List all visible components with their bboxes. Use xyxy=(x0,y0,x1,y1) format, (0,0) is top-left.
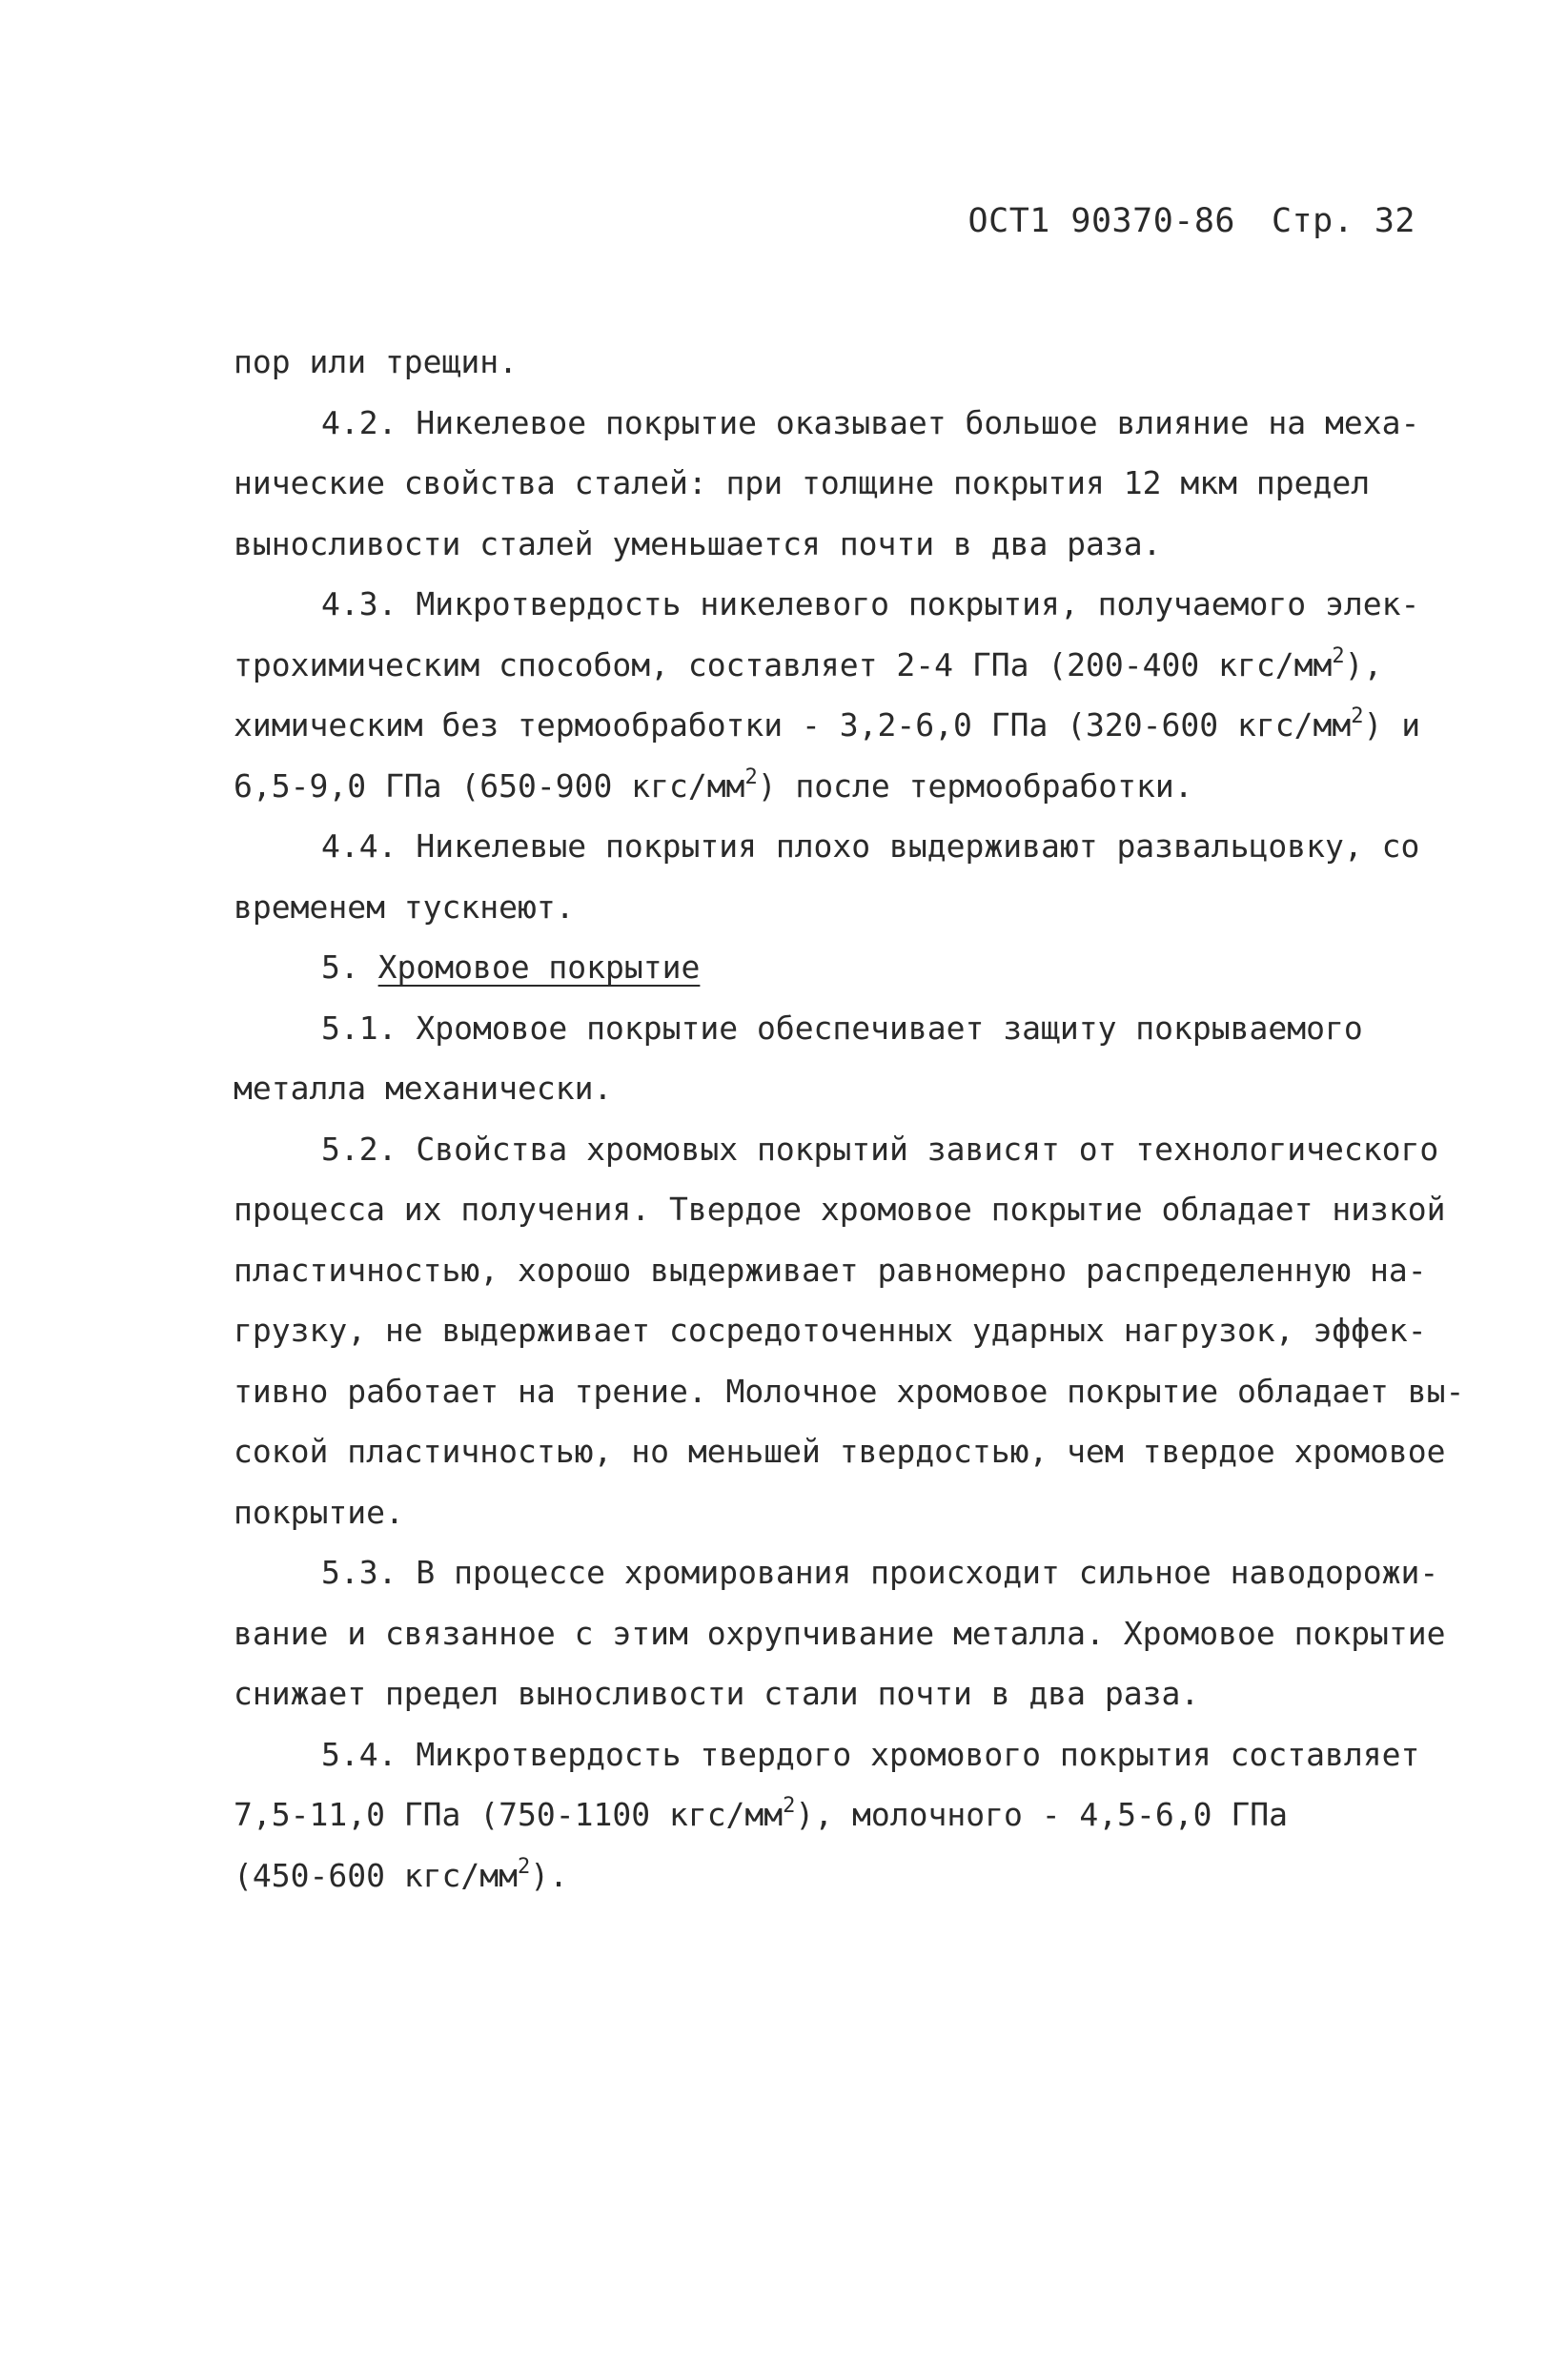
text-line: покрытие. xyxy=(234,1493,404,1531)
text-line: 7,5-11,0 ГПа (750-1100 кгс/$мм^2$), молочного - 4,5-6,0 ГПа xyxy=(234,1794,1288,1833)
text-line: тивно работает на трение. Молочное хромовое покрытие обладает вы- xyxy=(234,1372,1465,1410)
text-line: вание и связанное с этим охрупчивание металла. Хромовое покрытие xyxy=(234,1614,1446,1652)
text-line: выносливости сталей уменьшается почти в два раза. xyxy=(234,524,1162,562)
page-number: Стр. 32 xyxy=(1271,202,1415,240)
paragraph-5-3-start: 5.3. В процессе хромирования происходит сильное наводорожи- xyxy=(321,1554,1439,1591)
text-line: пластичностью, хорошо выдерживает равномерно распределенную на- xyxy=(234,1251,1427,1289)
text-line: химическим без термообработки - 3,2-6,0 ГПа (320-600 кгс/$мм^2$) и xyxy=(234,704,1421,744)
section-heading xyxy=(234,937,1444,998)
text-line: трохимическим способом, составляет 2-4 ГПа (200-400 кгс/$мм^2$), xyxy=(234,643,1383,683)
text-line: металла механически. xyxy=(234,1070,613,1107)
paragraph-5-2-start: 5.2. Свойства хромовых покрытий зависят от технологического xyxy=(321,1130,1439,1168)
superscript: 2 xyxy=(518,1854,531,1879)
text-line: грузку, не выдерживает сосредоточенных ударных нагрузок, эффек- xyxy=(234,1312,1427,1349)
text-line: процесса их получения. Твердое хромовое покрытие обладает низкой xyxy=(234,1191,1446,1228)
paragraph-4-2-start: 4.2. Никелевое покрытие оказывает большое влияние на меха- xyxy=(321,403,1420,441)
page-header xyxy=(968,202,1415,240)
text-line: (450-600 кгс/$мм^2$). xyxy=(234,1854,569,1894)
section-number: 5. xyxy=(321,948,359,986)
text-line: временем тускнеют. xyxy=(234,887,575,926)
superscript: 2 xyxy=(1351,704,1364,728)
section-title: Хромовое покрытие xyxy=(377,948,701,986)
paragraph-5-4-start: 5.4. Микротвердость твердого хромового покрытия составляет xyxy=(321,1735,1420,1773)
superscript: 2 xyxy=(1332,643,1345,668)
paragraph-4-4-start: 4.4. Никелевые покрытия плохо выдерживают развальцовку, со xyxy=(321,827,1420,865)
text-line: 6,5-9,0 ГПа (650-900 кгс/$мм^2$) после термообработки. xyxy=(234,765,1193,805)
text-line: снижает предел выносливости стали почти в два раза. xyxy=(234,1675,1200,1712)
superscript: 2 xyxy=(744,765,758,789)
text-line: сокой пластичностью, но меньшей твердостью, чем твердое хромовое xyxy=(234,1433,1446,1470)
superscript: 2 xyxy=(783,1794,796,1818)
document-body xyxy=(234,332,1465,1906)
text-line: нические свойства сталей: при толщине покрытия 12 мкм предел xyxy=(234,464,1371,501)
paragraph-5-1-start: 5.1. Хромовое покрытие обеспечивает защиту покрываемого xyxy=(321,1009,1363,1047)
text-line: пор или трещин. xyxy=(234,343,519,380)
paragraph-4-3-start: 4.3. Микротвердость никелевого покрытия, получаемого элек- xyxy=(321,585,1420,622)
doc-code: ОСТ1 90370-86 xyxy=(967,202,1235,240)
